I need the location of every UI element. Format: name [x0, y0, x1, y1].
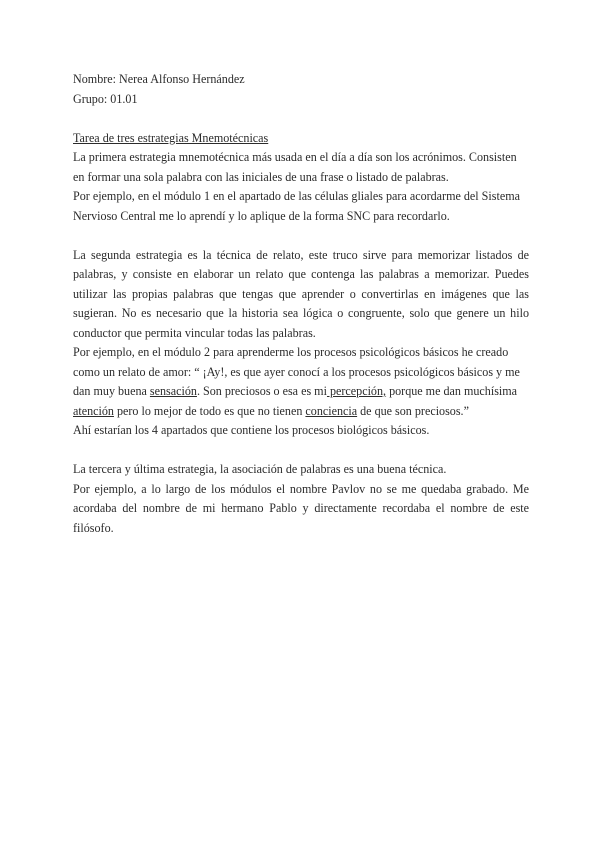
section2-closing: Ahí estarían los 4 apartados que contiene los procesos biológicos básicos. — [73, 423, 430, 437]
section2-example-text-4: pero lo mejor de todo es que no tienen — [113, 403, 306, 418]
section2-example-text-3: porque me dan muchísima — [386, 384, 518, 398]
student-group: Grupo: 01.01 — [73, 91, 138, 106]
spacer — [73, 109, 529, 129]
underlined-word-sensacion: sensación — [149, 384, 197, 398]
section3-intro: La tercera y última estrategia, la asociación de palabras es una buena técnica. — [73, 462, 447, 476]
task-title: Tarea de tres estrategias Mnemotécnicas — [73, 130, 269, 145]
section1-example: Por ejemplo, en el módulo 1 en el apartado de las células gliales para acordarme del Sistema Nervioso Central me lo aprendí y lo aplique de la forma SNC para recordarlo. — [73, 189, 520, 223]
section2-example-text-5: de que son preciosos.” — [357, 403, 469, 418]
section2-example-text-1: Por ejemplo, en el módulo 2 para aprenderme los procesos psicológicos básicos he creado como un relato de amor: “ ¡Ay!, es que ayer conocí a los procesos psicológicos básicos y me dan muy buena — [73, 345, 520, 398]
document-body — [73, 70, 529, 538]
section1-intro: La primera estrategia mnemotécnica más usada en el día a día son los acrónimos. Consisten en formar una sola palabra con las iniciales de una frase o listado de palabras. — [73, 150, 517, 184]
student-name: Nombre: Nerea Alfonso Hernández — [73, 72, 245, 86]
spacer — [73, 226, 529, 246]
underlined-word-atencion: atención — [73, 403, 114, 418]
spacer — [73, 441, 529, 461]
section2-example-text-2: . Son preciosos o esa es mi — [196, 384, 327, 398]
underlined-word-conciencia: conciencia — [305, 403, 358, 418]
section2-example — [73, 343, 529, 421]
section2-intro: La segunda estrategia es la técnica de relato, este truco sirve para memorizar listados de palabras, y consiste en elaborar un relato que contenga las palabras a memorizar. Puedes utilizar las propias palabras que tengas que aprender o convertirlas en imágenes que las sugieran. No es necesario que la historia sea lógica o congruente, solo que genere un hilo conductor que permita vincular todas las palabras. — [73, 247, 529, 340]
underlined-word-percepcion: percepción, — [326, 384, 387, 398]
section3-example: Por ejemplo, a lo largo de los módulos el nombre Pavlov no se me quedaba grabado. Me acordaba del nombre de mi hermano Pablo y directamente recordaba el nombre de este filósofo. — [73, 481, 529, 535]
